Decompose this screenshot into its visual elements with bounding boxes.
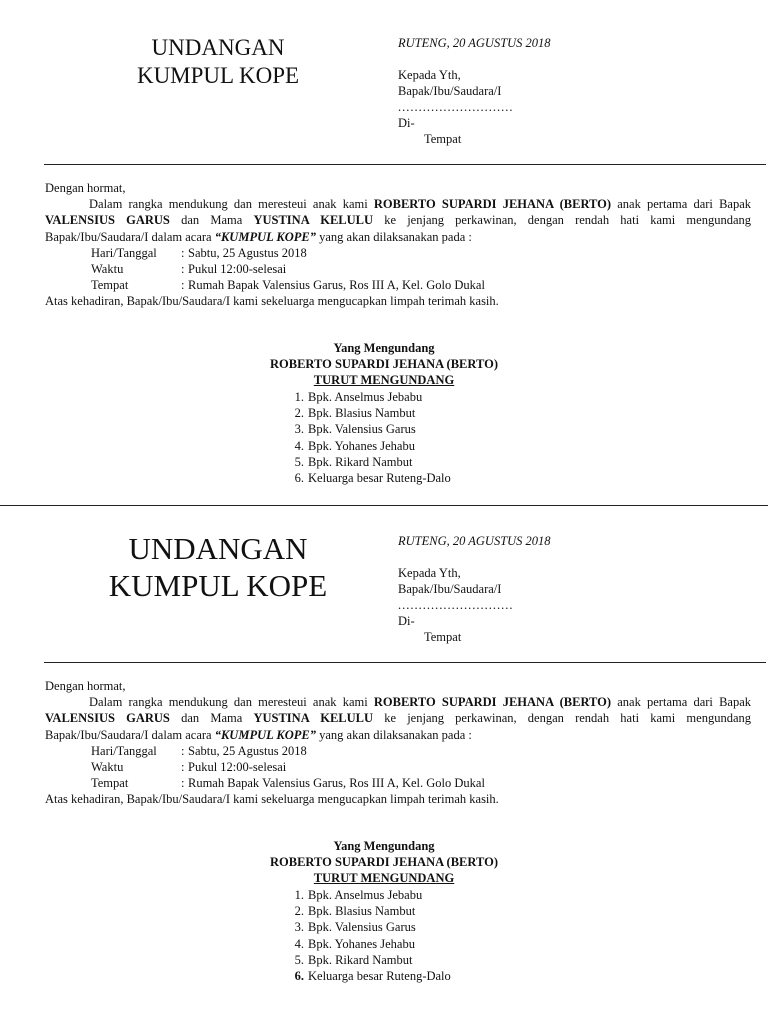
detail-separator: : bbox=[181, 278, 185, 293]
detail-label: Waktu bbox=[91, 262, 124, 277]
groom-name: ROBERTO SUPARDI JEHANA (BERTO) bbox=[373, 197, 612, 212]
list-number: 1. bbox=[294, 888, 304, 902]
list-item bbox=[280, 405, 451, 421]
para-text: yang akan dilaksanakan pada : bbox=[316, 229, 472, 244]
recipient-line-2: Bapak/Ibu/Saudara/I bbox=[398, 84, 502, 98]
list-name: Bpk. Rikard Nambut bbox=[308, 454, 413, 469]
list-name: Keluarga besar Ruteng-Dalo bbox=[308, 969, 451, 984]
list-item bbox=[280, 936, 451, 952]
list-number: 2. bbox=[294, 904, 304, 919]
list-item bbox=[280, 919, 451, 935]
list-name: Keluarga besar Ruteng-Dalo bbox=[308, 471, 451, 486]
list-number: 6. bbox=[294, 471, 304, 486]
title-line-1: UNDANGAN bbox=[128, 531, 308, 566]
detail-label: Hari/Tanggal bbox=[91, 245, 157, 260]
list-name: Bpk. Yohanes Jehabu bbox=[308, 438, 415, 453]
invitation-bottom bbox=[0, 498, 768, 996]
closing-sentence: Atas kehadiran, Bapak/Ibu/Saudara/I kami sekeluarga mengucapkan limpah terimah kasih. bbox=[45, 294, 499, 309]
recipient-line-1: Kepada Yth, bbox=[398, 566, 461, 580]
list-item bbox=[280, 470, 451, 486]
recipient-di: Di- bbox=[398, 614, 415, 628]
detail-separator: : bbox=[181, 776, 185, 791]
detail-value: Sabtu, 25 Agustus 2018 bbox=[188, 245, 307, 260]
signature-block bbox=[0, 838, 768, 887]
letter-body bbox=[45, 678, 751, 808]
letter-body bbox=[45, 180, 751, 310]
letter-date: RUTENG, 20 AGUSTUS 2018 bbox=[398, 534, 551, 548]
sign-name: ROBERTO SUPARDI JEHANA (BERTO) bbox=[270, 855, 498, 870]
invitation-title bbox=[104, 34, 332, 89]
para-text: ke jenjang perkawinan, dengan rendah hati kami mengundang Bapak/Ibu/Saudara/I dalam acara bbox=[45, 711, 751, 742]
list-name: Bpk. Valensius Garus bbox=[308, 920, 416, 935]
detail-row-date bbox=[45, 743, 751, 759]
groom-name: ROBERTO SUPARDI JEHANA (BERTO) bbox=[373, 695, 612, 710]
header-divider bbox=[44, 164, 766, 165]
recipient-blank: ............................ bbox=[398, 598, 514, 612]
detail-value: Pukul 12:00-selesai bbox=[188, 760, 287, 775]
father-name: VALENSIUS GARUS bbox=[45, 213, 170, 228]
letter-date: RUTENG, 20 AGUSTUS 2018 bbox=[398, 36, 551, 50]
detail-label: Tempat bbox=[91, 776, 129, 791]
detail-label: Tempat bbox=[91, 278, 129, 293]
para-text: dan Mama bbox=[169, 711, 254, 726]
para-text: anak pertama dari Bapak bbox=[611, 197, 752, 212]
list-name: Bpk. Blasius Nambut bbox=[308, 904, 416, 919]
list-item bbox=[280, 903, 451, 919]
detail-separator: : bbox=[181, 743, 185, 758]
para-text: Dalam rangka mendukung dan meresteui anak kami bbox=[89, 695, 374, 710]
list-item bbox=[280, 389, 451, 405]
list-number: 3. bbox=[294, 422, 304, 437]
list-number: 6. bbox=[294, 969, 304, 984]
para-text: yang akan dilaksanakan pada : bbox=[316, 727, 472, 742]
address-block bbox=[398, 36, 551, 147]
event-name: “KUMPUL KOPE” bbox=[214, 229, 316, 244]
co-host-list bbox=[280, 389, 451, 486]
recipient-tempat: Tempat bbox=[424, 132, 462, 146]
detail-row-date bbox=[45, 245, 751, 261]
para-text: ke jenjang perkawinan, dengan rendah hati kami mengundang Bapak/Ibu/Saudara/I dalam acara bbox=[45, 213, 751, 244]
list-item bbox=[280, 952, 451, 968]
recipient-tempat: Tempat bbox=[424, 630, 462, 644]
para-text: anak pertama dari Bapak bbox=[611, 695, 752, 710]
list-item bbox=[280, 968, 451, 984]
address-block bbox=[398, 534, 551, 645]
list-name: Bpk. Anselmus Jebabu bbox=[308, 888, 423, 902]
recipient-line-1: Kepada Yth, bbox=[398, 68, 461, 82]
main-paragraph bbox=[45, 694, 751, 743]
detail-value: Sabtu, 25 Agustus 2018 bbox=[188, 743, 307, 758]
title-line-2: KUMPUL KOPE bbox=[136, 62, 300, 88]
sign-name: ROBERTO SUPARDI JEHANA (BERTO) bbox=[270, 357, 498, 372]
list-number: 5. bbox=[294, 454, 304, 469]
list-number: 3. bbox=[294, 920, 304, 935]
para-text: dan Mama bbox=[169, 213, 254, 228]
mother-name: YUSTINA KELULU bbox=[253, 711, 374, 726]
list-number: 4. bbox=[294, 936, 304, 951]
detail-separator: : bbox=[181, 262, 185, 277]
title-line-2: KUMPUL KOPE bbox=[108, 568, 328, 604]
list-name: Bpk. Yohanes Jehabu bbox=[308, 936, 415, 951]
title-line-1: UNDANGAN bbox=[151, 35, 285, 60]
list-item bbox=[280, 454, 451, 470]
detail-row-place bbox=[45, 775, 751, 791]
closing-sentence: Atas kehadiran, Bapak/Ibu/Saudara/I kami sekeluarga mengucapkan limpah terimah kasih. bbox=[45, 792, 499, 807]
sign-heading: Yang Mengundang bbox=[333, 341, 435, 355]
detail-value: Pukul 12:00-selesai bbox=[188, 262, 287, 277]
signature-block bbox=[0, 340, 768, 389]
list-name: Bpk. Rikard Nambut bbox=[308, 952, 413, 967]
main-paragraph bbox=[45, 196, 751, 245]
detail-label: Hari/Tanggal bbox=[91, 743, 157, 758]
list-item bbox=[280, 438, 451, 454]
detail-row-time bbox=[45, 759, 751, 775]
list-item bbox=[280, 421, 451, 437]
recipient-blank: ............................ bbox=[398, 100, 514, 114]
co-host-heading: TURUT MENGUNDANG bbox=[313, 871, 455, 886]
invitation-title bbox=[78, 530, 358, 604]
recipient-line-2: Bapak/Ibu/Saudara/I bbox=[398, 582, 502, 596]
list-number: 5. bbox=[294, 952, 304, 967]
list-name: Bpk. Blasius Nambut bbox=[308, 406, 416, 421]
list-number: 1. bbox=[294, 390, 304, 404]
sign-heading: Yang Mengundang bbox=[333, 839, 435, 853]
detail-separator: : bbox=[181, 245, 185, 260]
detail-row-time bbox=[45, 261, 751, 277]
mother-name: YUSTINA KELULU bbox=[253, 213, 374, 228]
greeting: Dengan hormat, bbox=[45, 679, 126, 693]
list-name: Bpk. Valensius Garus bbox=[308, 422, 416, 437]
co-host-heading: TURUT MENGUNDANG bbox=[313, 373, 455, 388]
detail-label: Waktu bbox=[91, 760, 124, 775]
greeting: Dengan hormat, bbox=[45, 181, 126, 195]
detail-row-place bbox=[45, 277, 751, 293]
list-item bbox=[280, 887, 451, 903]
para-text: Dalam rangka mendukung dan meresteui anak kami bbox=[89, 197, 374, 212]
detail-value: Rumah Bapak Valensius Garus, Ros III A, Kel. Golo Dukal bbox=[188, 776, 485, 791]
event-name: “KUMPUL KOPE” bbox=[214, 727, 316, 742]
list-number: 4. bbox=[294, 438, 304, 453]
detail-value: Rumah Bapak Valensius Garus, Ros III A, Kel. Golo Dukal bbox=[188, 278, 485, 293]
recipient-di: Di- bbox=[398, 116, 415, 130]
list-number: 2. bbox=[294, 406, 304, 421]
co-host-list bbox=[280, 887, 451, 984]
cut-line bbox=[0, 505, 768, 506]
list-name: Bpk. Anselmus Jebabu bbox=[308, 390, 423, 404]
detail-separator: : bbox=[181, 760, 185, 775]
father-name: VALENSIUS GARUS bbox=[45, 711, 170, 726]
header-divider bbox=[44, 662, 766, 663]
invitation-top bbox=[0, 0, 768, 498]
